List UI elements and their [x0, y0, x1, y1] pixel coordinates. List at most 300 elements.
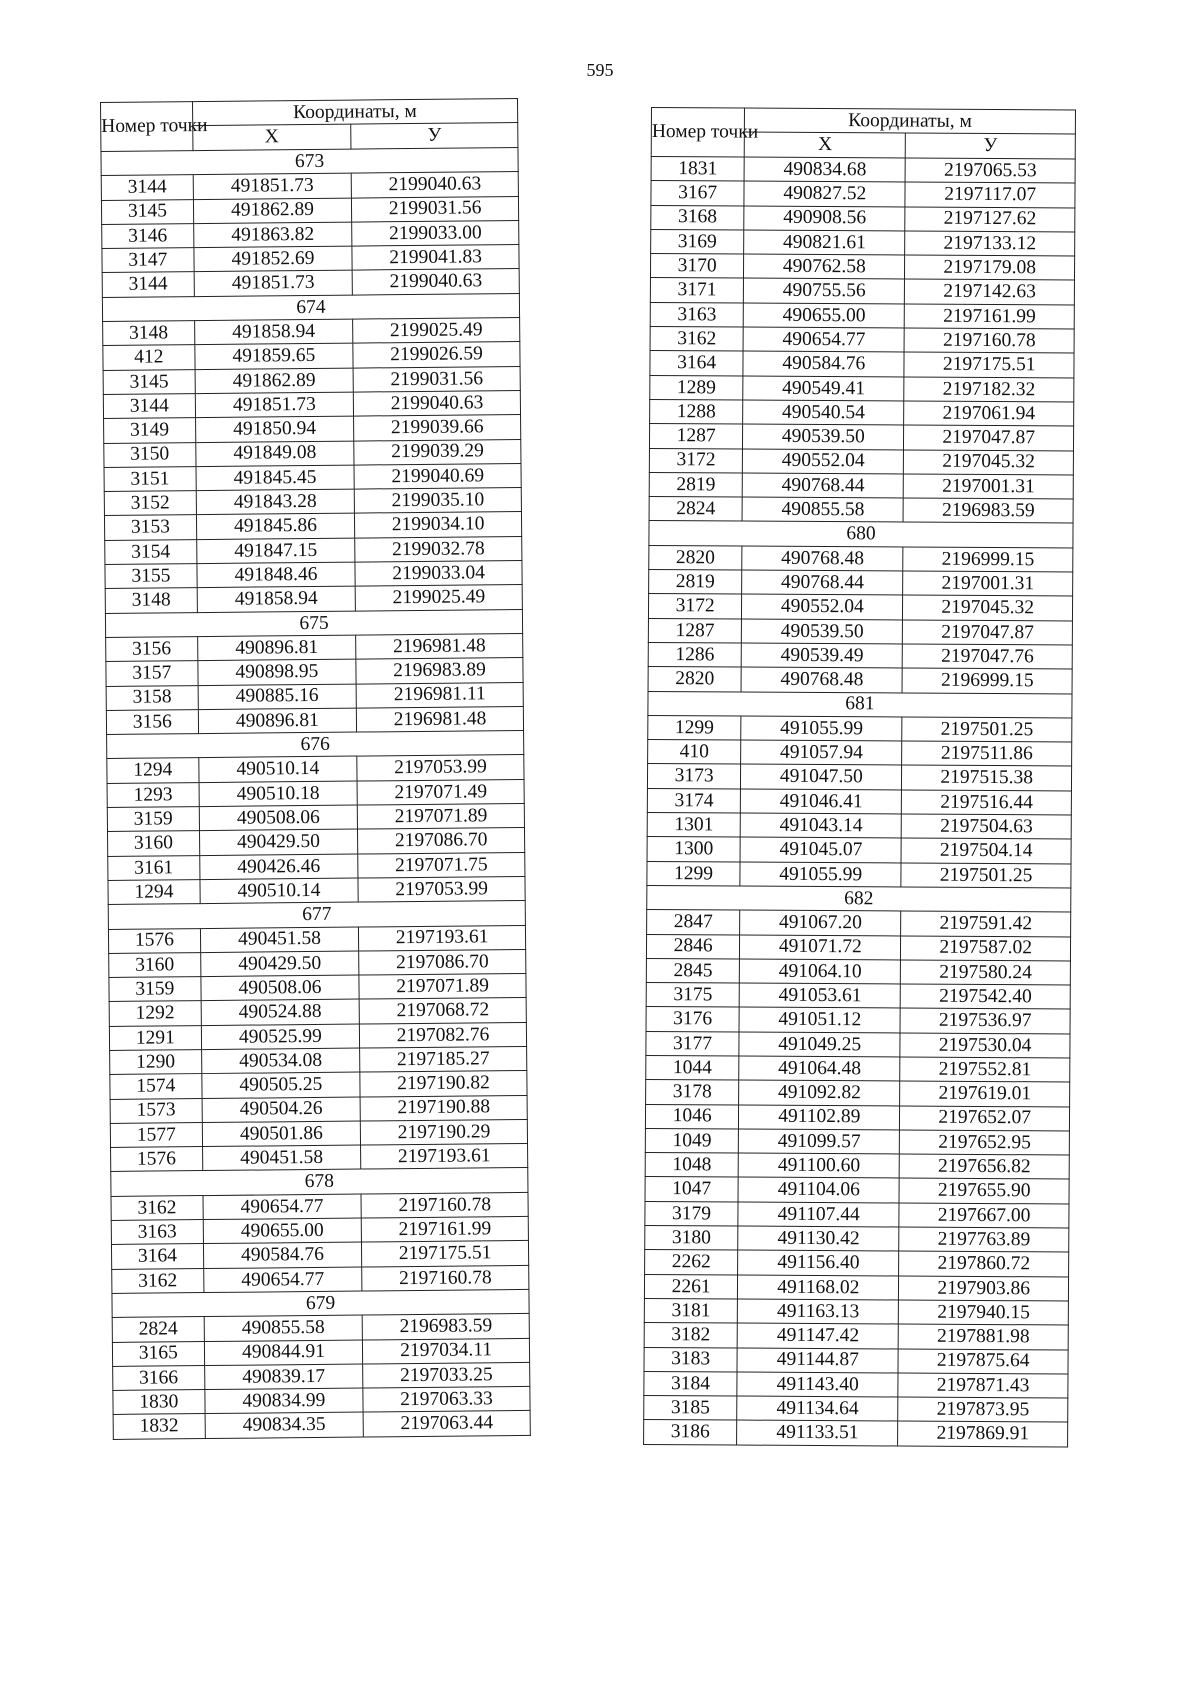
y-coordinate-cell: 2197047.87 — [903, 620, 1073, 645]
y-coordinate-cell: 2197591.42 — [901, 911, 1071, 936]
x-coordinate-cell: 491107.44 — [738, 1202, 899, 1227]
y-coordinate-cell: 2197881.98 — [899, 1324, 1069, 1349]
point-number-cell: 2262 — [645, 1250, 738, 1275]
y-coordinate-cell: 2197068.72 — [359, 998, 526, 1024]
x-coordinate-cell: 490655.00 — [743, 303, 904, 328]
coordinates-table-right — [643, 107, 1076, 1447]
point-number-cell: 3163 — [111, 1220, 203, 1245]
x-coordinate-cell: 490540.54 — [743, 400, 904, 425]
table-body-left — [101, 147, 530, 1439]
x-coordinate-cell: 491067.20 — [740, 910, 901, 935]
x-coordinate-cell: 490834.99 — [205, 1388, 364, 1414]
point-number-cell: 3151 — [104, 466, 196, 491]
y-coordinate-cell: 2197190.82 — [360, 1071, 527, 1097]
y-coordinate-cell: 2197516.44 — [902, 790, 1072, 815]
x-coordinate-cell: 490896.81 — [197, 635, 356, 661]
point-number-cell: 3150 — [104, 442, 196, 467]
y-coordinate-cell: 2197652.95 — [900, 1130, 1070, 1155]
y-coordinate-cell: 2199041.83 — [352, 245, 519, 271]
point-number-cell: 3173 — [647, 764, 740, 789]
x-coordinate-cell: 491851.73 — [193, 173, 352, 199]
point-number-cell: 1292 — [109, 1001, 201, 1026]
point-number-cell: 3156 — [106, 709, 198, 734]
x-coordinate-cell: 491092.82 — [739, 1080, 900, 1105]
x-coordinate-cell: 490534.08 — [201, 1048, 360, 1074]
point-number-cell: 410 — [648, 740, 741, 765]
y-coordinate-cell: 2197127.62 — [905, 207, 1075, 232]
x-coordinate-cell: 490552.04 — [743, 449, 904, 474]
x-coordinate-cell: 490768.48 — [742, 546, 903, 571]
table-row — [651, 157, 1075, 184]
y-coordinate-cell: 2197175.51 — [362, 1241, 529, 1267]
x-coordinate-cell: 490908.56 — [744, 206, 905, 231]
point-number-cell: 3166 — [113, 1365, 205, 1390]
x-coordinate-cell: 490768.44 — [742, 473, 903, 498]
y-coordinate-cell: 2197515.38 — [902, 765, 1072, 790]
y-coordinate-cell: 2199040.63 — [353, 390, 520, 416]
point-number-cell: 3145 — [101, 199, 193, 224]
x-coordinate-cell: 491163.13 — [738, 1299, 899, 1324]
y-coordinate-cell: 2197047.76 — [903, 644, 1073, 669]
y-coordinate-cell: 2197193.61 — [361, 1144, 528, 1170]
y-coordinate-cell: 2199039.29 — [354, 439, 521, 465]
point-number-cell: 1573 — [110, 1098, 202, 1123]
y-coordinate-cell: 2197655.90 — [899, 1178, 1069, 1203]
section-label: 674 — [102, 293, 519, 321]
table-row — [645, 1104, 1069, 1131]
x-coordinate-cell: 490896.81 — [198, 708, 357, 734]
point-number-cell: 3177 — [646, 1031, 739, 1056]
point-number-cell: 3156 — [106, 637, 198, 662]
table-row — [651, 205, 1075, 232]
y-coordinate-cell: 2197656.82 — [900, 1154, 1070, 1179]
point-number-cell: 1046 — [645, 1104, 738, 1129]
section-row — [647, 885, 1071, 912]
x-coordinate-cell: 490855.58 — [204, 1315, 363, 1341]
x-coordinate-cell: 490508.06 — [199, 805, 358, 831]
x-coordinate-cell: 490524.88 — [201, 999, 360, 1025]
y-coordinate-cell: 2196981.48 — [356, 633, 523, 659]
x-coordinate-cell: 491100.60 — [738, 1153, 899, 1178]
point-number-cell: 1293 — [107, 782, 199, 807]
y-coordinate-cell: 2197504.14 — [901, 838, 1071, 863]
x-coordinate-cell: 490898.95 — [198, 659, 357, 685]
x-coordinate-cell: 490855.58 — [742, 497, 903, 522]
y-coordinate-cell: 2197511.86 — [902, 741, 1072, 766]
table-row — [644, 1274, 1068, 1301]
y-coordinate-cell: 2199040.69 — [354, 463, 521, 489]
point-number-cell: 3158 — [106, 685, 198, 710]
point-number-cell: 1294 — [107, 758, 199, 783]
x-coordinate-cell: 491099.57 — [739, 1129, 900, 1154]
point-number-cell: 1048 — [645, 1153, 738, 1178]
x-coordinate-cell: 490510.14 — [199, 756, 358, 782]
y-coordinate-cell: 2197160.78 — [362, 1265, 529, 1291]
x-coordinate-cell: 491845.86 — [196, 514, 355, 540]
x-coordinate-cell: 491848.46 — [197, 562, 356, 588]
point-number-cell: 1287 — [649, 424, 742, 449]
y-coordinate-cell: 2197190.88 — [360, 1095, 527, 1121]
y-coordinate-cell: 2197063.44 — [363, 1411, 530, 1437]
x-coordinate-cell: 490504.26 — [202, 1097, 361, 1123]
y-coordinate-cell: 2197763.89 — [899, 1227, 1069, 1252]
table-row — [650, 302, 1074, 329]
point-number-cell: 1299 — [648, 715, 741, 740]
x-coordinate-cell: 490510.18 — [199, 781, 358, 807]
y-coordinate-cell: 2197501.25 — [901, 863, 1071, 888]
point-number-cell: 3161 — [108, 855, 200, 880]
y-coordinate-cell: 2197061.94 — [904, 401, 1074, 426]
x-coordinate-cell: 490426.46 — [199, 854, 358, 880]
point-number-cell: 3148 — [105, 588, 197, 613]
point-number-cell: 3164 — [111, 1244, 203, 1269]
table-row — [647, 764, 1071, 791]
point-number-cell: 3162 — [112, 1268, 204, 1293]
y-coordinate-cell: 2197182.32 — [904, 377, 1074, 402]
point-number-cell: 1830 — [113, 1390, 205, 1415]
table-row — [650, 327, 1074, 354]
y-coordinate-cell: 2197086.70 — [358, 828, 525, 854]
point-number-cell: 2847 — [647, 910, 740, 935]
table-row — [647, 837, 1071, 864]
y-coordinate-cell: 2197903.86 — [899, 1276, 1069, 1301]
table-row — [645, 1177, 1069, 1204]
point-number-cell: 412 — [103, 345, 195, 370]
point-number-cell: 3155 — [105, 564, 197, 589]
y-coordinate-cell: 2197160.78 — [361, 1192, 528, 1218]
x-coordinate-cell: 491849.08 — [196, 441, 355, 467]
point-number-cell: 1049 — [645, 1128, 738, 1153]
table-row — [645, 1153, 1069, 1180]
x-coordinate-cell: 491071.72 — [740, 935, 901, 960]
y-coordinate-cell: 2197652.07 — [900, 1106, 1070, 1131]
section-row — [649, 521, 1073, 548]
point-number-cell: 1294 — [108, 879, 200, 904]
point-number-cell: 3172 — [648, 594, 741, 619]
y-coordinate-cell: 2197587.02 — [901, 935, 1071, 960]
point-number-cell: 1576 — [111, 1147, 203, 1172]
x-coordinate-cell: 491147.42 — [737, 1323, 898, 1348]
x-coordinate-cell: 491850.94 — [195, 416, 354, 442]
x-coordinate-cell: 490505.25 — [202, 1072, 361, 1098]
x-coordinate-cell: 491144.87 — [737, 1348, 898, 1373]
table-row — [645, 1250, 1069, 1277]
point-number-cell: 3144 — [103, 394, 195, 419]
table-row — [646, 1055, 1070, 1082]
table-row — [648, 715, 1072, 742]
y-coordinate-cell: 2197117.07 — [905, 182, 1075, 207]
point-number-cell: 2846 — [646, 934, 739, 959]
x-coordinate-cell: 491843.28 — [196, 489, 355, 515]
table-row — [645, 1128, 1069, 1155]
x-coordinate-cell: 490501.86 — [202, 1121, 361, 1147]
x-coordinate-cell: 491055.99 — [740, 862, 901, 887]
point-number-cell: 3175 — [646, 983, 739, 1008]
point-number-cell: 3152 — [104, 491, 196, 516]
y-coordinate-cell: 2196983.89 — [356, 658, 523, 684]
point-number-cell: 3164 — [650, 351, 743, 376]
point-number-cell: 1301 — [647, 813, 740, 838]
x-coordinate-cell: 491043.14 — [740, 813, 901, 838]
x-coordinate-cell: 491104.06 — [738, 1178, 899, 1203]
table-row — [648, 642, 1072, 669]
point-number-cell: 3163 — [650, 302, 743, 327]
point-number-cell: 2261 — [644, 1274, 737, 1299]
point-number-cell: 1574 — [110, 1074, 202, 1099]
point-number-cell: 3147 — [102, 248, 194, 273]
section-label: 673 — [101, 147, 518, 175]
y-coordinate-cell: 2197940.15 — [899, 1300, 1069, 1325]
table-row — [649, 472, 1073, 499]
point-number-cell: 3160 — [108, 831, 200, 856]
y-coordinate-cell: 2197053.99 — [358, 876, 525, 902]
point-number-cell: 2819 — [649, 570, 742, 595]
y-coordinate-cell: 2197875.64 — [898, 1349, 1068, 1374]
table-row — [650, 399, 1074, 426]
x-coordinate-cell: 490834.68 — [744, 157, 905, 182]
point-number-cell: 1831 — [651, 157, 744, 182]
y-coordinate-cell: 2199033.00 — [352, 220, 519, 246]
section-label: 679 — [112, 1289, 529, 1317]
point-number-cell: 3169 — [651, 229, 744, 254]
x-coordinate-cell: 490508.06 — [201, 975, 360, 1001]
point-number-cell: 3159 — [109, 977, 201, 1002]
y-coordinate-cell: 2197142.63 — [905, 279, 1075, 304]
x-coordinate-cell: 491130.42 — [738, 1226, 899, 1251]
x-coordinate-cell: 491862.89 — [195, 368, 354, 394]
point-number-cell: 1290 — [110, 1050, 202, 1075]
point-number-cell: 3183 — [644, 1347, 737, 1372]
table-row — [644, 1420, 1068, 1447]
point-number-cell: 3148 — [103, 321, 195, 346]
point-number-cell: 3174 — [647, 788, 740, 813]
coordinates-table-left — [100, 98, 531, 1440]
header-y: У — [906, 133, 1076, 159]
table-row — [649, 497, 1073, 524]
table-row — [644, 1371, 1068, 1398]
point-number-cell: 1287 — [648, 618, 741, 643]
table-row — [646, 1080, 1070, 1107]
point-number-cell: 3186 — [644, 1420, 737, 1445]
x-coordinate-cell: 490552.04 — [742, 594, 903, 619]
table-row — [650, 278, 1074, 305]
x-coordinate-cell: 491049.25 — [739, 1032, 900, 1057]
table-row — [644, 1298, 1068, 1325]
point-number-cell: 3178 — [646, 1080, 739, 1105]
point-number-cell: 3171 — [650, 278, 743, 303]
x-coordinate-cell: 491845.45 — [196, 465, 355, 491]
table-row — [650, 254, 1074, 281]
point-number-cell: 3146 — [102, 223, 194, 248]
y-coordinate-cell: 2197501.25 — [902, 717, 1072, 742]
x-coordinate-cell: 491143.40 — [737, 1372, 898, 1397]
y-coordinate-cell: 2197045.32 — [903, 595, 1073, 620]
x-coordinate-cell: 490525.99 — [201, 1024, 360, 1050]
table-row — [649, 448, 1073, 475]
x-coordinate-cell: 491847.15 — [196, 538, 355, 564]
x-coordinate-cell: 490655.00 — [203, 1218, 362, 1244]
y-coordinate-cell: 2197530.04 — [900, 1033, 1070, 1058]
x-coordinate-cell: 491051.12 — [739, 1007, 900, 1032]
point-number-cell: 1047 — [645, 1177, 738, 1202]
x-coordinate-cell: 490768.48 — [741, 667, 902, 692]
y-coordinate-cell: 2197034.11 — [363, 1338, 530, 1364]
y-coordinate-cell: 2197063.33 — [363, 1387, 530, 1413]
point-number-cell: 3182 — [644, 1323, 737, 1348]
y-coordinate-cell: 2199031.56 — [353, 366, 520, 392]
header-point-number: Номер точки — [101, 102, 193, 152]
table-row — [647, 813, 1071, 840]
y-coordinate-cell: 2199040.63 — [352, 269, 519, 295]
point-number-cell: 2824 — [649, 497, 742, 522]
y-coordinate-cell: 2199031.56 — [352, 196, 519, 222]
y-coordinate-cell: 2197133.12 — [905, 231, 1075, 256]
y-coordinate-cell: 2197047.87 — [904, 425, 1074, 450]
table-body-right — [644, 157, 1076, 1447]
x-coordinate-cell: 491045.07 — [740, 837, 901, 862]
x-coordinate-cell: 490654.77 — [203, 1194, 362, 1220]
x-coordinate-cell: 491064.10 — [740, 959, 901, 984]
point-number-cell: 1288 — [650, 399, 743, 424]
table-row — [647, 910, 1071, 937]
x-coordinate-cell: 490539.49 — [741, 643, 902, 668]
page-number: 595 — [586, 60, 614, 80]
y-coordinate-cell: 2199034.10 — [355, 512, 522, 538]
x-coordinate-cell: 491047.50 — [741, 764, 902, 789]
x-coordinate-cell: 491852.69 — [194, 246, 353, 272]
point-number-cell: 3180 — [645, 1226, 738, 1251]
header-x: X — [192, 124, 351, 150]
table-row — [650, 375, 1074, 402]
x-coordinate-cell: 490827.52 — [744, 181, 905, 206]
point-number-cell: 3160 — [109, 952, 201, 977]
y-coordinate-cell: 2197086.70 — [359, 949, 526, 975]
section-label: 675 — [105, 609, 522, 637]
x-coordinate-cell: 490451.58 — [200, 927, 359, 953]
table-row — [649, 424, 1073, 451]
y-coordinate-cell: 2196981.48 — [357, 706, 524, 732]
x-coordinate-cell: 491102.89 — [739, 1105, 900, 1130]
y-coordinate-cell: 2197619.01 — [900, 1081, 1070, 1106]
y-coordinate-cell: 2196983.59 — [362, 1314, 529, 1340]
table-row — [644, 1323, 1068, 1350]
y-coordinate-cell: 2199026.59 — [353, 342, 520, 368]
point-number-cell: 3176 — [646, 1007, 739, 1032]
y-coordinate-cell: 2197536.97 — [900, 1008, 1070, 1033]
y-coordinate-cell: 2197193.61 — [359, 925, 526, 951]
y-coordinate-cell: 2197001.31 — [904, 474, 1074, 499]
x-coordinate-cell: 491046.41 — [741, 789, 902, 814]
point-number-cell: 1286 — [648, 642, 741, 667]
table-row — [650, 351, 1074, 378]
table-row — [646, 1007, 1070, 1034]
x-coordinate-cell: 491064.48 — [739, 1056, 900, 1081]
y-coordinate-cell: 2196981.11 — [356, 682, 523, 708]
point-number-cell: 1289 — [650, 375, 743, 400]
table-row — [651, 181, 1075, 208]
x-coordinate-cell: 491133.51 — [737, 1420, 898, 1445]
x-coordinate-cell: 490768.44 — [742, 570, 903, 595]
x-coordinate-cell: 491055.99 — [741, 716, 902, 741]
point-number-cell: 3170 — [650, 254, 743, 279]
table-row — [651, 229, 1075, 256]
point-number-cell: 2845 — [646, 958, 739, 983]
y-coordinate-cell: 2199033.04 — [355, 561, 522, 587]
header-y: У — [351, 123, 518, 149]
table-row — [646, 934, 1070, 961]
table-row — [646, 1031, 1070, 1058]
x-coordinate-cell: 491858.94 — [197, 586, 356, 612]
point-number-cell: 3167 — [651, 181, 744, 206]
header-coordinates: Координаты, м — [192, 98, 517, 125]
y-coordinate-cell: 2197001.31 — [903, 571, 1073, 596]
x-coordinate-cell: 490584.76 — [743, 351, 904, 376]
y-coordinate-cell: 2196999.15 — [903, 547, 1073, 572]
table-row — [646, 983, 1070, 1010]
y-coordinate-cell: 2196999.15 — [902, 668, 1072, 693]
x-coordinate-cell: 490654.77 — [203, 1267, 362, 1293]
table-row — [645, 1226, 1069, 1253]
header-point-number: Номер точки — [651, 108, 745, 158]
point-number-cell: 1832 — [113, 1414, 205, 1439]
x-coordinate-cell: 490539.50 — [743, 424, 904, 449]
x-coordinate-cell: 490821.61 — [744, 230, 905, 255]
y-coordinate-cell: 2199032.78 — [355, 536, 522, 562]
point-number-cell: 3162 — [111, 1195, 203, 1220]
y-coordinate-cell: 2197071.89 — [357, 803, 524, 829]
x-coordinate-cell: 490885.16 — [198, 684, 357, 710]
point-number-cell: 2824 — [112, 1317, 204, 1342]
point-number-cell: 3179 — [645, 1201, 738, 1226]
point-number-cell: 1044 — [646, 1055, 739, 1080]
x-coordinate-cell: 490839.17 — [204, 1364, 363, 1390]
point-number-cell: 3157 — [106, 661, 198, 686]
y-coordinate-cell: 2197161.99 — [905, 304, 1075, 329]
y-coordinate-cell: 2197190.29 — [360, 1119, 527, 1145]
point-number-cell: 1577 — [110, 1122, 202, 1147]
x-coordinate-cell: 490844.91 — [204, 1340, 363, 1366]
header-x: X — [744, 132, 905, 158]
y-coordinate-cell: 2197504.63 — [902, 814, 1072, 839]
table-row — [649, 545, 1073, 572]
table-row — [645, 1201, 1069, 1228]
x-coordinate-cell: 491134.64 — [737, 1396, 898, 1421]
y-coordinate-cell: 2197179.08 — [905, 255, 1075, 280]
y-coordinate-cell: 2197071.89 — [359, 974, 526, 1000]
table-row — [648, 740, 1072, 767]
x-coordinate-cell: 491156.40 — [738, 1250, 899, 1275]
point-number-cell: 3165 — [112, 1341, 204, 1366]
x-coordinate-cell: 491168.02 — [738, 1275, 899, 1300]
x-coordinate-cell: 491851.73 — [195, 392, 354, 418]
x-coordinate-cell: 490755.56 — [744, 279, 905, 304]
y-coordinate-cell: 2197185.27 — [360, 1046, 527, 1072]
point-number-cell: 2819 — [649, 472, 742, 497]
x-coordinate-cell: 491858.94 — [194, 319, 353, 345]
section-label: 682 — [647, 885, 1071, 912]
y-coordinate-cell: 2197871.43 — [898, 1373, 1068, 1398]
y-coordinate-cell: 2197071.49 — [357, 779, 524, 805]
y-coordinate-cell: 2196983.59 — [903, 498, 1073, 523]
point-number-cell: 3153 — [104, 515, 196, 540]
point-number-cell: 3184 — [644, 1371, 737, 1396]
y-coordinate-cell: 2197873.95 — [898, 1397, 1068, 1422]
x-coordinate-cell: 491057.94 — [741, 740, 902, 765]
section-label: 680 — [649, 521, 1073, 548]
y-coordinate-cell: 2197580.24 — [901, 960, 1071, 985]
table-row — [648, 618, 1072, 645]
y-coordinate-cell: 2197161.99 — [361, 1217, 528, 1243]
